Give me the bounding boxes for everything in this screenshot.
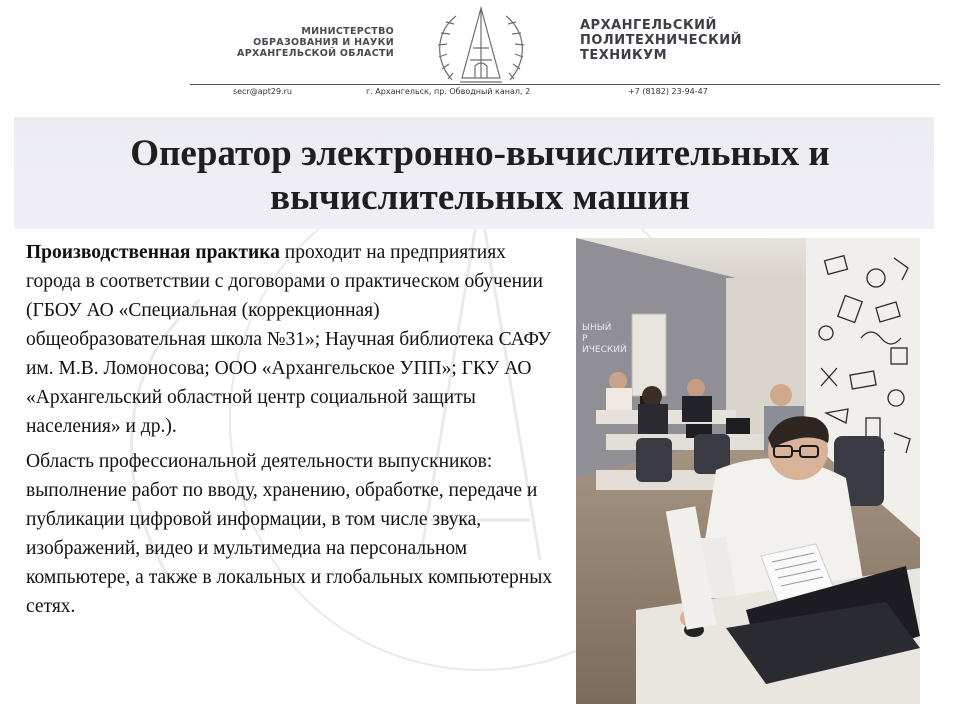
paragraph-activity: Область профессиональной деятельности выпускников: выполнение работ по вводу, хранению, обработке, передаче и публикации цифровой информации, в том числе звука, изображений, видео и мультимедиа на персональном компьютере, а также в локальных и глобальных компьютерных сетях. xyxy=(26,451,553,617)
college-line-3: ТЕХНИКУМ xyxy=(580,48,668,63)
paragraph-practice xyxy=(26,238,564,441)
ministry-line-2: ОБРАЗОВАНИЯ И НАУКИ xyxy=(253,37,394,48)
college-line-2: ПОЛИТЕХНИЧЕСКИЙ xyxy=(580,33,742,48)
practice-lead: Производственная практика xyxy=(26,242,280,263)
header-divider xyxy=(190,84,940,85)
ministry-line-3: АРХАНГЕЛЬСКОЙ ОБЛАСТИ xyxy=(237,48,394,59)
slide-body xyxy=(26,238,564,627)
wall-sign-line-3: ИЧЕСКИЙ xyxy=(582,345,627,355)
ministry-name xyxy=(206,26,394,59)
arch-emblem-icon xyxy=(426,4,536,88)
college-line-1: АРХАНГЕЛЬСКИЙ xyxy=(580,18,717,33)
college-name xyxy=(580,18,820,63)
contact-email[interactable]: secr@apt29.ru xyxy=(233,87,292,96)
classroom-photo xyxy=(576,238,920,704)
page-header xyxy=(0,0,960,100)
wall-sign-line-1: ЫНЫЙ xyxy=(582,323,612,333)
contact-line xyxy=(0,87,960,99)
practice-text: проходит на предприятиях города в соответствии с договорами о практическом обучении (ГБОУ АО «Специальная (коррекционная) общеобразовательная школа №31»; Научная библиотека САФУ им. М.В. Ломоносова; ООО «Архангельское УПП»; ГКУ АО «Архангельский областной центр социальной защиты населения» и др.). xyxy=(26,242,552,437)
contact-phone: +7 (8182) 23-94-47 xyxy=(628,87,708,96)
contact-address: г. Архангельск, пр. Обводный канал, 2 xyxy=(366,87,531,96)
ministry-line-1: МИНИСТЕРСТВО xyxy=(301,26,394,37)
wall-sign-line-2: Р xyxy=(582,334,588,344)
slide-title: Оператор электронно-вычислительных и вычислительных машин xyxy=(130,133,830,218)
